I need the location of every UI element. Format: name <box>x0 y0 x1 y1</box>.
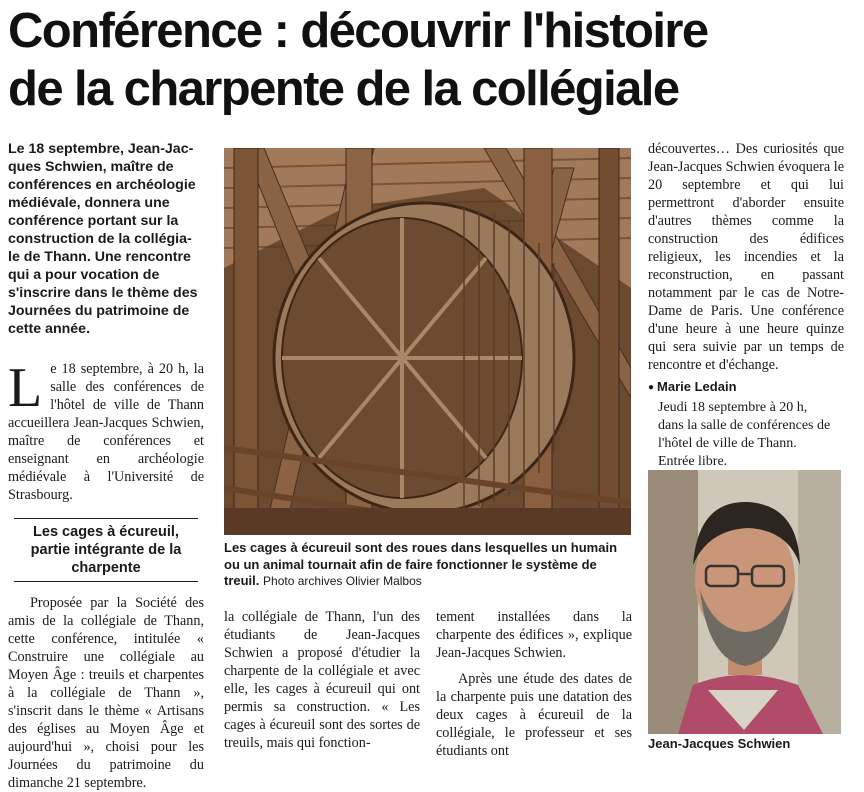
lede-line: construction de la collégia- <box>8 231 192 247</box>
lede-line: conférences en archéologie <box>8 177 196 193</box>
photo-caption-text: Les cages à écureuil sont des roues dans lesquelles un humain ou un animal tournait afin de faire fonctionner le système de treuil. <box>224 540 618 588</box>
bullet-icon: ● <box>648 381 655 393</box>
body-paragraph: découvertes… Des curiosités que Jean-Jacques Schwien évoquera le 20 septembre et qui lui permettront d'aborder ensuite d'autres thèmes comme la construction des édifices religieux, les incendies et la reconstruction, en passant notamment par le cas de Notre-Dame de Paris. Une conférence d'une heure à une heure quinze qui sera suivie par un temps de rencontre et d'échange. <box>648 141 844 373</box>
event-info <box>658 399 844 471</box>
event-venue: dans la salle de conférences de <box>658 417 831 433</box>
lede-line: s'inscrire dans le thème des <box>8 285 198 301</box>
drop-cap: L <box>8 357 43 419</box>
lede-line: Le 18 septembre, Jean-Jac- <box>8 141 194 157</box>
photo-caption <box>224 540 632 590</box>
column-2 <box>224 608 420 752</box>
lede-line: cette année. <box>8 321 91 337</box>
column-4 <box>648 140 844 471</box>
portrait-caption: Jean-Jacques Schwien <box>648 736 791 751</box>
lede-line: ques Schwien, maître de <box>8 159 174 175</box>
author-name: Marie Ledain <box>657 379 737 394</box>
lede-line: qui a pour vocation de <box>8 267 160 283</box>
lede-line: le de Thann. Une rencontre <box>8 249 191 265</box>
wooden-treadwheel-image <box>224 148 631 535</box>
lede-line: médiévale, donnera une <box>8 195 170 211</box>
event-entry: Entrée libre. <box>658 453 728 469</box>
body-paragraph: la collégiale de Thann, l'un des étudiants de Jean-Jacques Schwien a proposé d'étudier la charpente de la collégiale et avec elle, les cages à écureuil qui ont permis sa construction. « Les cages à écureuil sont des sortes de treuils, mais qui fonction- <box>224 609 420 751</box>
lede-line: conférence portant sur la <box>8 213 179 229</box>
headline-line-2: de la charpente de la collégiale <box>8 62 679 116</box>
column-1 <box>8 140 204 792</box>
column-3 <box>436 608 632 760</box>
body-paragraph: tement installées dans la charpente des édifices », explique Jean-Jacques Schwien. <box>436 609 632 661</box>
body-paragraph: Proposée par la Société des amis de la collégiale de Thann, cette conférence, intitulée « Construire une collégiale au Moyen Âge : treuils et charpentes à la collégiale de Thann », s'inscrit dans le thème « Artisans des églises au Moyen Âge et aujourd'hui », choisi pour les Journées du patrimoine du dimanche 21 septembre. <box>8 595 204 791</box>
event-venue-cont: l'hôtel de ville de Thann. <box>658 435 797 451</box>
subheading: Les cages à écureuil, partie intégrante de la charpente <box>14 518 198 582</box>
squirrel-cage-photo <box>224 148 631 535</box>
headline-line-1: Conférence : découvrir l'histoire <box>8 4 708 58</box>
lede-paragraph <box>8 140 204 338</box>
body-paragraph: Après une étude des dates de la charpente puis une datation des deux cages à écureuil de la collégiale, le professeur et ses étudiants ont <box>436 671 632 759</box>
photo-credit: Photo archives Olivier Malbos <box>263 574 422 588</box>
intro-text: e 18 septembre, à 20 h, la salle des conférences de l'hôtel de ville de Thann accueillera Jean-Jacques Schwien, maître de conférences et enseignant en archéologie médiévale à l'Université de Strasbourg. <box>8 361 204 503</box>
lede-line: Journées du patrimoine de <box>8 303 190 319</box>
portrait-photo <box>648 470 841 734</box>
event-date: Jeudi 18 septembre à 20 h, <box>658 399 808 415</box>
intro-paragraph <box>8 357 204 504</box>
headline <box>8 2 858 118</box>
author-byline <box>648 378 844 397</box>
portrait-image <box>648 470 841 734</box>
